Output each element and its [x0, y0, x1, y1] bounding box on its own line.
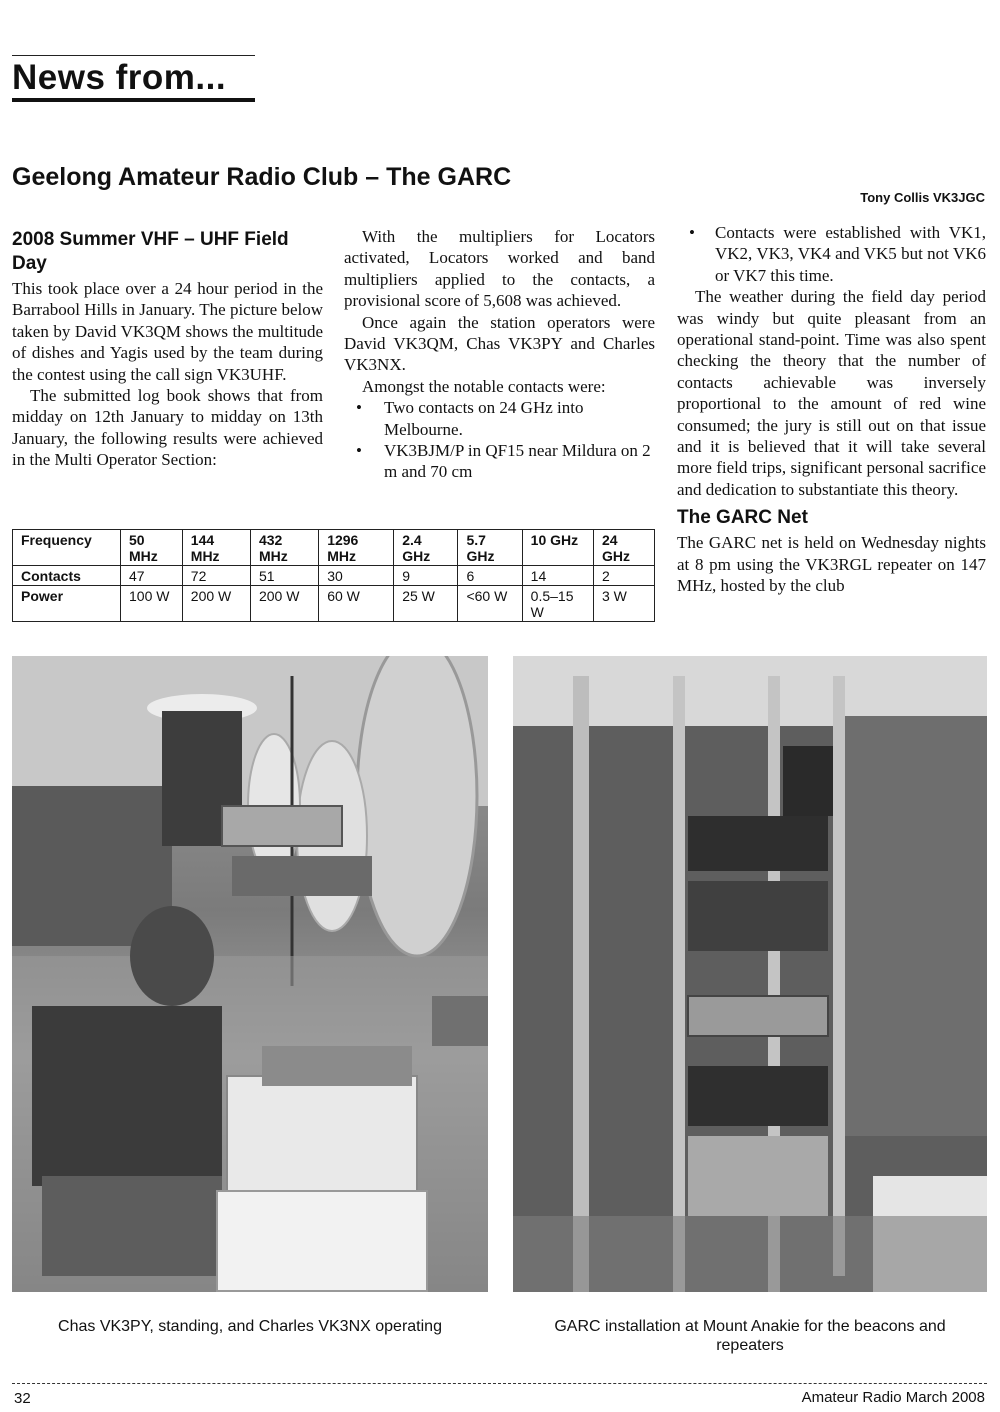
article-author: Tony Collis VK3JGC: [860, 190, 985, 205]
list-item: • VK3BJM/P in QF15 near Mildura on 2 m and 70 cm: [356, 441, 651, 482]
table-cell: 200 W: [250, 586, 318, 622]
table-cell: 1296 MHz: [319, 530, 394, 566]
paragraph: Once again the station operators were David VK3QM, Chas VK3PY and Charles VK3NX.: [344, 312, 655, 375]
photo-caption-right: GARC installation at Mount Anakie for the beacons and repeaters: [554, 1318, 946, 1354]
table-cell: 5.7 GHz: [458, 530, 522, 566]
paragraph: Amongst the notable contacts were:: [362, 376, 606, 396]
bullet-icon: •: [689, 223, 695, 242]
magazine-title: Amateur Radio March 2008: [801, 1389, 985, 1406]
table-cell: 0.5–15 W: [522, 586, 593, 622]
table-row: [13, 530, 655, 566]
table-cell: 144 MHz: [182, 530, 250, 566]
table-cell: 2: [593, 566, 654, 586]
section-header-title: News from...: [12, 58, 227, 97]
column-1: [12, 228, 323, 471]
table-cell: 100 W: [121, 586, 183, 622]
table-cell: 14: [522, 566, 593, 586]
table-cell: 60 W: [319, 586, 394, 622]
table-cell: 9: [394, 566, 458, 586]
table-cell: 10 GHz: [522, 530, 593, 566]
paragraph: The weather during the field day period was windy but quite pleasant from an operational stand-point. Time was also spent checking the theory that the number of contacts achievable was inversely proportional to the amount of red wine consumed; the jury is still out on that issue and it is believed that it will take several more field trips, significant personal sacrifice and dedication to substantiate this theory.: [677, 287, 986, 499]
installation-photo-illustration: [513, 656, 987, 1292]
list-item: • Two contacts on 24 GHz into Melbourne.: [356, 398, 584, 439]
table-cell: 24 GHz: [593, 530, 654, 566]
bullet-icon: •: [356, 441, 362, 461]
results-table: [12, 529, 655, 622]
header-underline: [12, 98, 255, 102]
article-title: Geelong Amateur Radio Club – The GARC: [12, 163, 512, 191]
table-row-label: Power: [13, 586, 121, 622]
subhead-garc-net: The GARC Net: [677, 507, 808, 529]
installation-photo: [513, 656, 987, 1292]
paragraph: With the multipliers for Locators activated, Locators worked and band multipliers applied to the contacts, a provisional score of 5,608 was achieved.: [344, 227, 655, 311]
table-cell: 47: [121, 566, 183, 586]
bullet-icon: •: [356, 398, 362, 418]
list-item: • Contacts were established with VK1, VK2, VK3, VK4 and VK5 but not VK6 or VK7 this time.: [689, 223, 986, 285]
table-cell: 25 W: [394, 586, 458, 622]
table-cell: 50 MHz: [121, 530, 183, 566]
table-cell: <60 W: [458, 586, 522, 622]
table-cell: 3 W: [593, 586, 654, 622]
contacts-list: [677, 222, 986, 286]
photo-caption-left: Chas VK3PY, standing, and Charles VK3NX operating: [58, 1318, 442, 1335]
column-2: [344, 226, 655, 483]
footer-rule: [12, 1383, 987, 1384]
field-day-photo-illustration: [12, 656, 488, 1292]
field-day-photo: [12, 656, 488, 1292]
table-row-label: Frequency: [13, 530, 121, 566]
table-row: [13, 566, 655, 586]
paragraph: This took place over a 24 hour period in the Barrabool Hills in January. The picture below taken by David VK3QM shows the multitude of dishes and Yagis used by the team during the contest using the call sign VK3UHF.: [12, 279, 323, 384]
table-cell: 6: [458, 566, 522, 586]
page-number: 32: [14, 1390, 31, 1407]
column-3: [677, 222, 986, 597]
table-row: [13, 586, 655, 622]
table-cell: 432 MHz: [250, 530, 318, 566]
subhead-field-day: 2008 Summer VHF – UHF Field Day: [12, 229, 289, 274]
table-cell: 2.4 GHz: [394, 530, 458, 566]
header-top-rule: [12, 55, 255, 56]
notable-contacts-list: [344, 397, 655, 483]
paragraph: The submitted log book shows that from midday on 12th January to midday on 13th January, the following results were achieved in the Multi Operator Section:: [12, 386, 323, 470]
paragraph: The GARC net is held on Wednesday nights at 8 pm using the VK3RGL repeater on 147 MHz, hosted by the club: [677, 533, 986, 596]
table-row-label: Contacts: [13, 566, 121, 586]
table-cell: 72: [182, 566, 250, 586]
table-cell: 30: [319, 566, 394, 586]
table-cell: 200 W: [182, 586, 250, 622]
table-cell: 51: [250, 566, 318, 586]
